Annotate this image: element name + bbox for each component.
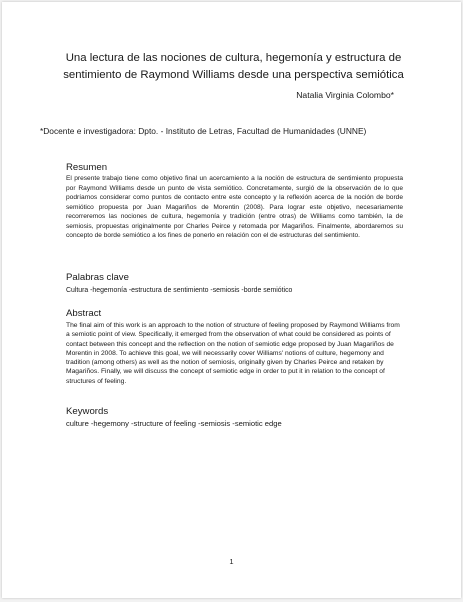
keywords-text: culture -hegemony -structure of feeling -semiosis -semiotic edge [66, 419, 282, 428]
paper-title: Una lectura de las nociones de cultura, hegemonía y estructura de sentimiento de Raymond Williams desde una perspectiva semiótica [63, 52, 404, 81]
author-name: Natalia Virginia Colombo* [296, 90, 394, 100]
resumen-text: El presente trabajo tiene como objetivo final un acercamiento a la noción de estructura de sentimiento propuesta por Raymond Williams desde un punto de vista semiótico. Concretamente, surgió de la observación de lo que podríamos considerar como puntos de contacto entre este concepto y la reflexión acerca de la noción de borde semiótico propuesta por Juan Magariños de Morentin (2008). Para lograr este objetivo, necesariamente recorreremos las nociones de cultura, hegemonía y tradición (entre otras) de Williams como también, la de semiosis, propuestas originalmente por Charles Peirce y retomada por Magariños. Finalmente, abordaremos su concepto de borde semiótico a los fines de ponerlo en relación con el de estructuras del sentimiento. [66, 175, 403, 239]
keywords-heading: Keywords [66, 406, 109, 417]
palabras-clave-text: Cultura -hegemonía -estructura de sentimiento -semiosis -borde semiótico [66, 287, 293, 294]
page-number: 1 [229, 557, 234, 566]
abstract-heading: Abstract [66, 308, 102, 319]
palabras-clave-heading: Palabras clave [66, 272, 129, 283]
abstract-text: The final aim of this work is an approach to the notion of structure of feeling proposed by Raymond Williams from a semiotic point of view. Specifically, it emerged from the observation of what could be considered as points of contact between this concept and the reflection on the notion of semiotic edge proposed by Juan Magariños de Morentin in 2008. To achieve this goal, we will necessarily cover Williams' notions of culture, hegemony and tradition (among others) as well as the notion of semiosis, originally given by Charles Peirce and retaken by Magariños. Finally, we will discuss the concept of semiotic edge in order to put it in relation to the concept of structures of feeling. [66, 322, 400, 385]
document-page [2, 2, 461, 598]
author-affiliation: *Docente e investigadora: Dpto. - Instituto de Letras, Facultad de Humanidades (UNNE) [40, 126, 367, 136]
resumen-heading: Resumen [66, 162, 108, 173]
